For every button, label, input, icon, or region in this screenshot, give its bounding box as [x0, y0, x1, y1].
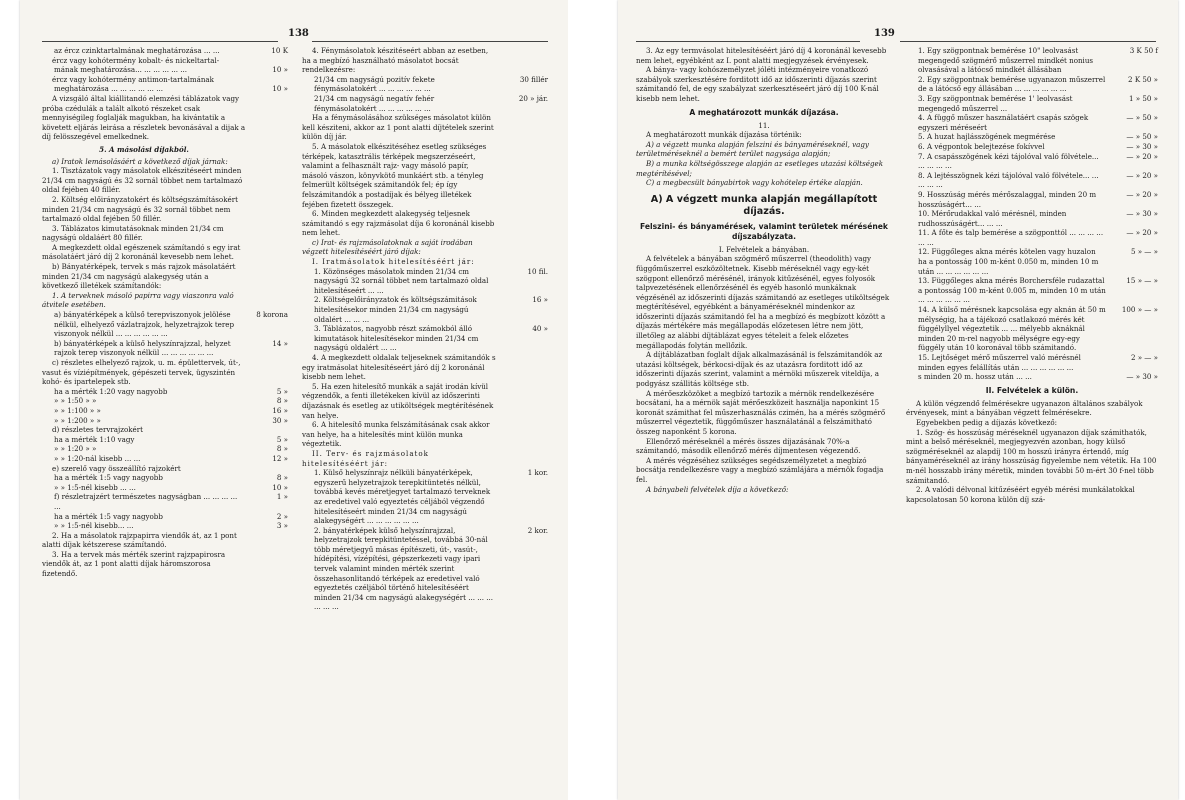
- header-rule: [636, 41, 860, 42]
- entry-value: [246, 75, 288, 85]
- entry-value: [246, 550, 288, 579]
- entry-text: ha a mérték 1:5 vagy nagyobb: [54, 511, 163, 521]
- entry-row: [906, 247, 1158, 276]
- entry-text: meghatározása ... ... ... ... ... ...: [54, 84, 163, 94]
- entry-row: [42, 56, 288, 66]
- entry-text: 10. Mérőrudakkal való mérésnél, minden rudhosszúságért... ... ...: [918, 209, 1067, 228]
- paragraph: C) a megbecsült bányabirtok vagy kohótelep értéke alapján.: [646, 178, 863, 188]
- entry-text: c) részletes elhelyező rajzok, u. m. épülettervek, út-, vasut és víziépítmények, gépészeti tervek, ügyszintén kohó- és ipartelepek stb.: [42, 358, 241, 387]
- entry-value: 3 K 50 f: [1129, 46, 1158, 55]
- entry-row: [42, 84, 288, 94]
- entry-row: [42, 142, 288, 157]
- right-column-1: [636, 46, 892, 494]
- entry-row: [906, 305, 1158, 353]
- entry-row: [906, 190, 1158, 209]
- entry-text: II. Terv- és rajzmásolatok hitelesítéséért jár:: [302, 448, 429, 468]
- entry-text: 2. Költség előirányzatokért és költségszámításokért minden 21/34 cm nagyságú és 32 sornál többet nem tartalmazó oldal fejében 50 fillér.: [42, 194, 238, 224]
- entry-value: [246, 531, 288, 550]
- entry-value: 1 »: [276, 492, 288, 502]
- entry-value: — » 20 »: [1126, 228, 1158, 238]
- entry-value: 12 »: [272, 453, 288, 463]
- entry-row: [302, 295, 548, 324]
- entry-text: d) részletes tervrajzokért: [52, 425, 143, 435]
- entry-text: 12. Függőleges akna mérés kötelen vagy huzalon ha a pontosság 100 m-ként 0.050 m, minden 10 m után ... ... ... ... ... ...: [918, 247, 1099, 276]
- entry-row: [42, 157, 288, 167]
- subsection-heading: I. Felvételek a bányában.: [718, 244, 810, 254]
- entry-text: 3. Ha a tervek más mérték szerint rajzpapirosra viendők át, az 1 pont alatti díjak háromszorosa fizetendő.: [42, 549, 226, 579]
- entry-value: [496, 142, 548, 209]
- entry-row: [42, 195, 288, 224]
- entry-row: [42, 396, 288, 406]
- entry-row: [906, 75, 1158, 94]
- entry-value: — » 30 »: [1126, 141, 1158, 151]
- entry-row: [42, 358, 288, 387]
- paragraph: A bánya- vagy kohószemélyzet jóléti intézményeire vonatkozó szabályok szerkesztésére forditott idő az időszerinti díjazás szerint számitandó fel, de egy szabályzat szerkesztéseért járó díj 100 K-nál kisebb nem lehet.: [636, 65, 879, 103]
- entry-row: [906, 372, 1158, 382]
- entry-row: [42, 406, 288, 416]
- entry-value: [246, 142, 288, 157]
- entry-row: [302, 94, 548, 113]
- entry-text: 1. Egy szögpontnak bemérése 10" leolvasást megengedő szögmérő műszerrel mindkét nonius olvasásával a látócső mindkét állásában: [918, 46, 1094, 75]
- entry-value: 8 korona: [256, 310, 288, 320]
- entry-value: — » 20 »: [1126, 170, 1158, 180]
- entry-value: 10 fil.: [527, 266, 548, 276]
- entry-text: 6. A hitelesítő munka felszámításának csak akkor van helye, ha a hitelesítés mint külön munka végeztetik.: [302, 420, 490, 449]
- entry-text: Ha a fénymásolásához szükséges másolatot külön kell késziteni, akkor az 1 pont alatti díjtételek szerint külön díj jár.: [302, 113, 494, 142]
- entry-text: e) szerelő vagy összeállító rajzokért: [52, 463, 181, 473]
- entry-text: 9. Hosszúság mérés mérőszalaggal, minden 20 m hosszúságért... ...: [918, 189, 1097, 209]
- entry-value: 2 » — »: [1130, 353, 1158, 362]
- entry-text: ha a mérték 1:20 vagy nagyobb: [54, 386, 168, 396]
- entry-row: [42, 243, 288, 262]
- paragraph: A) a végzett munka alapján felszini és bányaméréseknél, vagy területméréseknél a bemért terület nagysága alapján;: [636, 139, 869, 159]
- entry-value: [246, 262, 288, 291]
- entry-row: [302, 420, 548, 449]
- entry-row: [906, 276, 1158, 305]
- entry-value: 5 »: [276, 434, 288, 444]
- entry-value: [246, 425, 288, 435]
- entry-row: [906, 94, 1158, 113]
- entry-row: [42, 454, 288, 464]
- entry-text: ércz vagy kohótermény antimon-tartalmának: [52, 74, 214, 84]
- entry-text: » » 1:20-nál kisebb ... ...: [54, 453, 141, 463]
- entry-row: [42, 387, 288, 397]
- entry-row: [42, 65, 288, 75]
- entry-value: 2 kor.: [527, 525, 548, 535]
- entry-value: 10 K: [271, 46, 288, 55]
- paragraph: 3. Az egy termvásolat hitelesítéséért járó díj 4 koronánál kevesebb nem lehet, egyébként az I. pont alatti megjegyzések érvényesek.: [636, 46, 887, 65]
- paragraph: A mérés végzéséhez szükséges segédszemélyzetet a megbízó bocsátja rendelkezésre vagy a megbízó számlájára a mérnök fogadja fel.: [636, 455, 884, 484]
- entry-row: [302, 46, 548, 75]
- entry-row: [906, 152, 1158, 171]
- entry-text: » » 1:200 » »: [54, 415, 101, 425]
- entry-text: 14. A külső mérésnek kapcsolása egy aknán át 50 m mélységig, ha a tájékozó csatlakozó mérés két függélyllyel végeztetik ... ... mélyebb aknáknál minden 20 m-rel nagyobb mélységre egy-egy függély után 10 koronával több számitandó.: [918, 305, 1106, 353]
- paragraph: B) a munka költségösszege alapján az esetleges utazási költségek megtérítésével;: [636, 158, 883, 178]
- paragraph: A meghatározott munkák díjazása történik:: [646, 130, 802, 140]
- entry-text: A vizsgáló által kiállitandó elemzési táblázatok vagy próba czédulák a talált alkotó részeket csak mennyiségileg foglalják magukban, ha kivántatik a követett eljárás leirása a részletek bevonásával a dijak a díj felösszegével emelkednek.: [42, 93, 246, 142]
- entry-value: 10 »: [272, 65, 288, 75]
- entry-row: [42, 550, 288, 579]
- entry-value: 3 »: [276, 521, 288, 531]
- entry-text: 2. bányatérképek külső helyszínrajzzal, helyzetrajzok terepkitüntetéssel, továbbá 30-nál több méretjegyű másas építészeti, út-, vasút-, hídépítési, vízépítési, gépszerkezeti vagy ipari tervek valamint minden mérték szerint összehasonlitandó térképek az eredetivel való egyeztetés czéljából történő hitelesítéséért minden 21/34 cm nagyságú alakegységért ... ... ... ... ... ...: [314, 525, 494, 612]
- left-column-1: [42, 46, 288, 579]
- chapter-heading: A) A végzett munka alapján megállapított díjazás.: [650, 193, 878, 217]
- entry-row: [42, 464, 288, 474]
- entry-row: [302, 353, 548, 382]
- entry-text: 11. A főte és talp bemérése a szögponttól ... ... ... ... ... ...: [918, 228, 1104, 247]
- entry-value: 1 kor.: [527, 468, 548, 478]
- entry-value: 2 K 50 »: [1128, 74, 1158, 84]
- entry-row: [42, 473, 288, 483]
- entry-value: 10 »: [272, 482, 288, 492]
- entry-row: [302, 449, 548, 468]
- entry-value: — » 30 »: [1126, 372, 1158, 382]
- entry-row: [42, 166, 288, 195]
- entry-row: [42, 291, 288, 310]
- entry-text: c) Irat- és rajzmásolatoknak a saját irodában végzett hitelesítéséért járó díjak:: [302, 237, 473, 257]
- entry-row: [302, 142, 548, 209]
- entry-text: 1. Közönséges másolatok minden 21/34 cm nagyságú 32 sornál többet nem tartalmazó oldal hitelesítéseért ... ...: [314, 266, 489, 295]
- entry-value: [496, 420, 548, 449]
- gutter: [568, 0, 618, 800]
- entry-row: [42, 310, 288, 339]
- entry-text: 3. Táblázatos kimutatásoknak minden 21/34 cm nagyságú oldaláért 80 fillér.: [42, 223, 224, 243]
- entry-text: A megkezdett oldal egészenek számítandó s egy irat másolatáért járó díj 2 koronánál kevesebb nem lehet.: [42, 242, 241, 262]
- entry-text: 5. A másolási díjakból.: [99, 144, 189, 154]
- entry-value: [246, 166, 288, 195]
- entry-value: [246, 291, 288, 310]
- entry-text: 4. A függő műszer használatáért csapás szögek egyszeri méréseért: [918, 113, 1089, 132]
- entry-text: » » 1:5-nél kisebb ... ...: [54, 482, 136, 492]
- right-page: [618, 0, 1178, 800]
- entry-value: 8 »: [276, 396, 288, 406]
- entry-row: [42, 75, 288, 85]
- entry-value: [496, 113, 548, 142]
- entry-text: » » 1:20 » »: [54, 444, 97, 454]
- entry-row: [302, 382, 548, 420]
- section-number: 11.: [758, 120, 770, 130]
- entry-value: [496, 449, 548, 468]
- section-heading: II. Felvételek a külön.: [985, 385, 1079, 395]
- entry-value: [496, 353, 548, 382]
- entry-value: [246, 358, 288, 387]
- entry-text: 6. A végpontok belejtezése fokívvel: [918, 141, 1045, 151]
- entry-row: [42, 262, 288, 291]
- entry-value: [246, 94, 288, 142]
- paragraph: 2. A valódi délvonal kitűzéséért egyéb mérési munkálatokkal kapcsolatosan 50 korona külön díj szá-: [906, 485, 1135, 504]
- entry-value: 30 »: [272, 415, 288, 425]
- entry-value: 40 »: [532, 324, 548, 334]
- entry-value: 20 » jár.: [518, 93, 548, 103]
- entry-text: 21/34 cm nagyságú negatív fehér fénymásolatokért ... ... ... ... ... ...: [314, 93, 435, 113]
- entry-row: [42, 492, 288, 511]
- entry-row: [42, 94, 288, 142]
- entry-text: 5. Ha ezen hitelesítő munkák a saját irodán kívül végzendők, a fenti illetékeken kívül az időszerinti díjazásnak és esetleg az utiköltségek megtérítésének van helye.: [302, 381, 494, 420]
- entry-value: 30 fillér: [519, 74, 548, 84]
- entry-row: [302, 113, 548, 142]
- entry-text: » » 1:50 » »: [54, 396, 97, 406]
- entry-value: 5 » — »: [1130, 247, 1158, 257]
- entry-text: f) részletrajzért természetes nagyságban ... ... ... ... ...: [54, 492, 238, 511]
- entry-value: — » 20 »: [1126, 189, 1158, 199]
- entry-value: [246, 464, 288, 474]
- entry-row: [302, 324, 548, 353]
- entry-text: 4. A megkezdett oldalak teljeseknek számitandók s egy iratmásolat hitelesítéseért járó díj 2 koronánál kisebb nem lehet.: [302, 353, 496, 382]
- entry-row: [906, 132, 1158, 142]
- entry-text: » » 1:100 » »: [54, 405, 101, 415]
- entry-value: [496, 209, 548, 238]
- paragraph: A mérőeszközöket a megbízó tartozik a mérnök rendelkezésére bocsátani, ha a mérnök saját mérőeszközeit használja naponkint 15 koronát számithat fel műszerhasználás czimén, ha a mérés szögmérő műszerrel végeztetik, függőműszer használatánál a felszámitható összeg naponként 5 korona.: [636, 388, 886, 436]
- entry-row: [302, 526, 548, 612]
- entry-value: [496, 46, 548, 75]
- entry-row: [302, 209, 548, 238]
- paragraph: Ellenőrző méréseknél a mérés összes díjazásának 70%-a számitandó, második ellenőrző mérés díjmentesen végezendő.: [636, 436, 861, 456]
- entry-text: b) bányatérképek a külső helyszínrajzzal, helyzet rajzok terep viszonyok nélkül ... ... ... ... ... ...: [54, 338, 231, 358]
- entry-text: I. Iratmásolatok hitelesítéséért jár:: [312, 257, 475, 267]
- entry-row: [42, 521, 288, 531]
- entry-value: 8 »: [276, 444, 288, 454]
- entry-value: [246, 243, 288, 262]
- entry-text: 1. Tisztázatok vagy másolatok elkészitéseért minden 21/34 cm nagyságú és 32 sornál többet nem tartalmazó oldal fejében 40 fillér.: [42, 166, 243, 195]
- entry-value: [496, 382, 548, 420]
- entry-row: [906, 113, 1158, 132]
- page-number: 139: [874, 28, 895, 39]
- entry-text: a) bányatérképek a külső terepviszonyok jelölése nélkül, elhelyező vázlatrajzok, helyzetrajzok terep viszonyok nélkül ... ... ... ... ... ...: [54, 310, 235, 339]
- entry-value: — » 50 »: [1126, 132, 1158, 142]
- entry-value: 1 » 50 »: [1129, 93, 1158, 103]
- entry-value: 2 »: [276, 511, 288, 521]
- header-rule: [42, 41, 278, 42]
- entry-row: [42, 339, 288, 358]
- entry-row: [906, 353, 1158, 372]
- entry-row: [42, 444, 288, 454]
- entry-row: [42, 512, 288, 522]
- entry-value: 100 » — »: [1121, 305, 1158, 315]
- entry-row: [302, 238, 548, 257]
- entry-row: [906, 228, 1158, 247]
- entry-row: [906, 209, 1158, 228]
- section-heading: A meghatározott munkák díjazása.: [689, 107, 839, 117]
- entry-value: [496, 238, 548, 257]
- right-column-2: [906, 46, 1158, 504]
- entry-text: ércz vagy kohótermény kobalt- és nickeltartal-: [52, 55, 220, 65]
- entry-text: 5. A huzat hajlásszögének megmérése: [918, 132, 1056, 142]
- entry-row: [42, 531, 288, 550]
- entry-text: 4. Fénymásolatok készitéseért abban az esetben, ha a megbízó használható másolatot bocsát rendelkezésre:: [302, 46, 489, 75]
- entry-text: 21/34 cm nagyságú pozitív fekete fénymásolatokért ... ... ... ... ... ...: [314, 74, 435, 94]
- entry-row: [906, 46, 1158, 75]
- entry-text: b) Bányatérképek, tervek s más rajzok másolatáért minden 21/34 cm nagyságú alakegység után a következő illetékek számítandók:: [42, 262, 236, 291]
- entry-value: [246, 157, 288, 167]
- paragraph: 1. Szög- és hosszúság méréseknél ugyanazon díjak számithatók, mint a belső méréseknél, megjegyezvén azonban, hogy külső szögméréseknél az alapdíj 100 m hosszú irányra értendő, míg bányaméréseknél az irány hosszúság figyelembe nem vétetik. Ha 100 m-nél hosszabb irány méretik, minden további 50 m-ért 30 f-nel több számitandó.: [906, 427, 1157, 485]
- page-number: 138: [288, 28, 309, 39]
- header-rule: [312, 41, 548, 42]
- entry-text: 5. A másolatok elkészitéséhez esetleg szükséges térképek, katasztrális térképek megszerzéseért, valamint a felhasznált rajz- vagy másoló papír, másoló vászon, könyvkötő munkáért stb. a tényleg felmerült költségek számitandók fel; ép így felszámitandók a postadíjak és bélyeg illetékek fejében fizetett összegek.: [302, 141, 487, 209]
- paragraph: Egyebekben pedig a díjazás következő:: [916, 417, 1057, 427]
- paragraph: A külön végzendő felmérésekre ugyanazon általános szabályok érvényesek, mint a bányában végzett felmérésekre.: [906, 398, 1143, 418]
- paragraph: A díjtáblázatban foglalt díjak alkalmazásánál is felszámitandók az utazási költségek, bérkocsi-díjak és az utazásra forditott idő az időszerinti díjazás szerint, valamint a mérnöki műszerek viteldíja, a podgyász szállitás költsége stb.: [636, 350, 883, 389]
- paragraph: A felvételek a bányában szögmérő műszerrel (theodolith) vagy függőműszerrel eszközöltetnek. Kisebb méréseknél vagy egy-két szögpont ellenőrző mérésénél, irányok kitűzésénél, egyes folyosók talpvezetésének ellenőrzésénél és egyéb hasonló munkáknak végzésénél az időszerinti díjazás számitandó az esetleges utiköltségek megtérítésével, egyébként a bányaméréseknél mindenkor az időszerinti díjazás számitandó fel ha a megbízó és megbízott között a díjazás mértékére más megállapodás előzetesen létre nem jött, illetőleg az alábbi díjtáblázat egyes tételeit a felek előzetes megállapodás folytán mellőzik.: [636, 254, 890, 350]
- entry-row: [302, 75, 548, 94]
- section-heading: Felszini- és bányamérések, valamint területek mérésének díjszabályzata.: [640, 221, 888, 241]
- entry-text: 2. Ha a másolatok rajzpapirra viendők át, az 1 pont alatti díjak kétszerese számítandó.: [42, 530, 237, 550]
- entry-value: 15 » — »: [1126, 276, 1158, 286]
- entry-value: 10 »: [272, 84, 288, 94]
- entry-value: 14 »: [272, 338, 288, 348]
- entry-text: a) Iratok lemásolásáért a következő díjak járnak:: [52, 156, 228, 166]
- entry-text: ha a mérték 1:10 vagy: [54, 434, 135, 444]
- entry-value: [246, 195, 288, 224]
- entry-text: 2. Költségelőirányzatok és költségszámitások hitelesítésekor minden 21/34 cm nagyságú oldalért ... ... ...: [314, 295, 477, 324]
- entry-value: [496, 257, 548, 267]
- entry-row: [42, 46, 288, 56]
- entry-row: [302, 468, 548, 526]
- entry-text: 3. Egy szögpontnak bemérése 1' leolvasást megengedő műszerrel ...: [918, 93, 1073, 113]
- entry-row: [42, 435, 288, 445]
- entry-value: — » 20 »: [1126, 151, 1158, 161]
- entry-text: » » 1:5-nél kisebb... ...: [54, 521, 134, 531]
- paragraph: A bányabeli felvételek díja a következő:: [646, 484, 789, 494]
- entry-value: 5 »: [276, 386, 288, 396]
- entry-text: 15. Lejtőséget mérő műszerrel való mérésnél minden egyes felállítás után ... ... ... ... ... ...: [918, 353, 1081, 372]
- entry-row: [906, 171, 1158, 190]
- entry-text: 6. Minden megkezdett alakegység teljesnek számitandó s egy rajzmásolat díja 6 koronánál kisebb nem lehet.: [302, 209, 495, 238]
- entry-text: az ércz czinktartalmának meghatározása ... ...: [54, 46, 220, 55]
- entry-row: [906, 142, 1158, 152]
- entry-value: — » 30 »: [1126, 209, 1158, 219]
- entry-text: ha a mérték 1:5 vagy nagyobb: [54, 473, 163, 483]
- entry-text: 13. Függőleges akna mérés Borchersféle rudazattal a pontosság 100 m-ként 0.005 m, minden 10 m után ... ... ... ... ... ...: [918, 276, 1106, 305]
- entry-value: [246, 224, 288, 243]
- entry-row: [302, 257, 548, 267]
- header-rule: [900, 41, 1156, 42]
- entry-row: [42, 416, 288, 426]
- entry-text: 7. A csapásszögének kézi tájolóval való fölvétele... ... ... ... ...: [918, 151, 1099, 171]
- entry-row: [42, 425, 288, 435]
- entry-row: [302, 267, 548, 296]
- entry-row: [42, 483, 288, 493]
- entry-text: 1. A terveknek másoló papirra vagy viaszonra való átvitele esetében.: [42, 290, 234, 310]
- entry-text: 2. Egy szögpontnak bemérése ugyanazon műszerrel de a látócső egy állásában ... ... ... ... ... ...: [918, 74, 1106, 94]
- entry-value: 16 »: [272, 405, 288, 415]
- entry-text: s minden 20 m. hossz után ... ...: [918, 372, 1032, 382]
- entry-text: 8. A lejtésszögnek kézi tájolóval való fölvétele... ... ... ... ...: [918, 170, 1099, 190]
- entry-text: 1. Külső helyszínrajz nélküli bányatérképek, egyszerű helyzetrajzok terepkitüntetés nélkül, továbbá kevés méretjegyet tartalmazó terveknek az eredetivel való egyeztetés céljából végzendő hitelesítéseért minden 21/34 cm nagyságú alakegységért ... ... ... ... ... ...: [314, 468, 491, 526]
- entry-text: 3. Táblázatos, nagyobb részt számokból álló kimutatások hitelesítésekor minden 21/34 cm nagyságú oldalért ... ...: [314, 324, 479, 353]
- entry-value: — » 50 »: [1126, 113, 1158, 123]
- entry-text: mának meghatározása... ... ... ... ... ...: [54, 65, 188, 75]
- left-page: [20, 0, 568, 800]
- entry-value: 16 »: [532, 295, 548, 305]
- entry-value: 8 »: [276, 473, 288, 483]
- entry-row: [42, 224, 288, 243]
- left-column-2: [302, 46, 548, 612]
- entry-value: [246, 56, 288, 66]
